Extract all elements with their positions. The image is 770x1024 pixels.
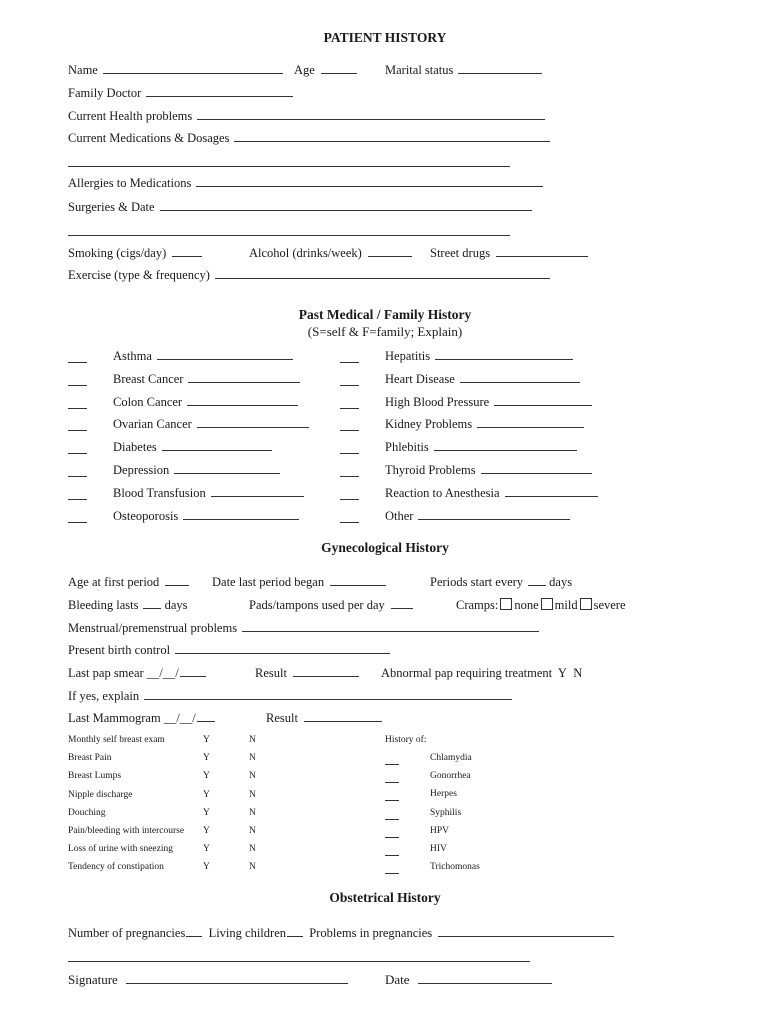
health-problems-field[interactable] xyxy=(68,108,545,124)
condition-label: Ovarian Cancer xyxy=(113,417,192,432)
living-children-blank[interactable] xyxy=(287,925,303,937)
yn-yes-option[interactable]: Y xyxy=(203,753,210,764)
condition-label: Blood Transfusion xyxy=(113,485,206,500)
date-field[interactable] xyxy=(385,972,552,988)
yn-no-option[interactable]: N xyxy=(249,826,256,836)
smoking-label: Smoking (cigs/day) xyxy=(68,246,167,260)
condition-explain-blank[interactable] xyxy=(418,508,570,520)
condition-field[interactable] xyxy=(113,508,299,524)
name-field[interactable] xyxy=(68,62,283,78)
pap-label: Last pap smear xyxy=(68,666,144,680)
problems-pregnancies-label: Problems in pregnancies xyxy=(309,926,433,940)
yn-question-label: Pain/bleeding with intercourse xyxy=(68,826,185,836)
cramps-label: Cramps: xyxy=(456,598,499,612)
yn-question-label: Breast Pain xyxy=(68,753,112,764)
yn-question-label: Breast Lumps xyxy=(68,771,122,782)
condition-field[interactable] xyxy=(385,371,580,387)
medications-blank-2[interactable] xyxy=(68,165,510,167)
yn-yes-option[interactable]: Y xyxy=(203,771,210,782)
cramps-field xyxy=(456,597,626,613)
family-doctor-label: Family Doctor xyxy=(68,86,142,100)
history-check-blank[interactable] xyxy=(385,836,399,838)
signature-field[interactable] xyxy=(68,972,348,988)
surgeries-field[interactable] xyxy=(68,199,532,215)
pap-field[interactable] xyxy=(68,665,206,681)
condition-explain-blank[interactable] xyxy=(494,394,592,406)
history-check-blank[interactable] xyxy=(385,763,399,765)
marital-blank[interactable] xyxy=(458,62,542,74)
history-item-label: Trichomonas xyxy=(430,862,480,873)
condition-field[interactable] xyxy=(113,485,304,501)
medications-blank[interactable] xyxy=(234,130,550,142)
mammogram-date[interactable]: __/__/ xyxy=(163,711,196,725)
bleeding-days-label: days xyxy=(164,598,188,612)
yn-yes-option[interactable]: Y xyxy=(203,826,210,836)
first-period-label: Age at first period xyxy=(68,575,160,589)
if-yes-field[interactable] xyxy=(68,688,512,704)
yn-question-label: Monthly self breast exam xyxy=(68,735,165,745)
pads-blank[interactable] xyxy=(391,597,413,609)
condition-check-blank[interactable] xyxy=(68,361,87,363)
history-item-label: Syphilis xyxy=(430,807,462,818)
allergies-label: Allergies to Medications xyxy=(68,176,192,190)
condition-explain-blank[interactable] xyxy=(183,508,299,520)
gyn-heading: Gynecological History xyxy=(321,540,449,555)
periods-start-label: Periods start every xyxy=(430,575,524,589)
condition-field[interactable] xyxy=(385,439,577,455)
condition-explain-blank[interactable] xyxy=(434,439,577,451)
condition-check-blank[interactable] xyxy=(68,429,87,431)
first-period-blank[interactable] xyxy=(165,574,189,586)
history-check-blank[interactable] xyxy=(385,854,399,856)
condition-explain-blank[interactable] xyxy=(505,485,598,497)
cramps-none-checkbox[interactable] xyxy=(500,598,512,610)
history-check-blank[interactable] xyxy=(385,818,399,820)
mammogram-year-blank[interactable] xyxy=(197,710,215,722)
problems-pregnancies-blank-2[interactable] xyxy=(68,960,530,962)
exercise-blank[interactable] xyxy=(215,267,550,279)
mammogram-result-label: Result xyxy=(266,711,298,725)
condition-check-blank[interactable] xyxy=(340,498,359,500)
abnormal-no-option[interactable]: N xyxy=(573,666,583,680)
yn-question-label: Douching xyxy=(68,807,106,818)
condition-check-blank[interactable] xyxy=(340,429,359,431)
condition-field[interactable] xyxy=(113,394,298,410)
condition-field[interactable] xyxy=(113,348,293,364)
condition-label: Breast Cancer xyxy=(113,371,184,386)
abnormal-pap-field xyxy=(381,665,582,681)
family-doctor-blank[interactable] xyxy=(146,85,293,97)
history-of-label: History of: xyxy=(385,735,427,745)
history-check-blank[interactable] xyxy=(385,872,399,874)
last-period-label: Date last period began xyxy=(212,575,325,589)
marital-label: Marital status xyxy=(385,63,454,77)
condition-label: Kidney Problems xyxy=(385,417,473,432)
condition-explain-blank[interactable] xyxy=(197,416,309,428)
name-blank[interactable] xyxy=(103,62,283,74)
yn-no-option[interactable]: N xyxy=(249,789,256,800)
menstrual-label: Menstrual/premenstrual problems xyxy=(68,621,238,635)
condition-label: Reaction to Anesthesia xyxy=(385,485,500,500)
condition-field[interactable] xyxy=(113,416,309,432)
birth-control-field[interactable] xyxy=(68,642,390,658)
yn-no-option[interactable]: N xyxy=(249,807,256,818)
marital-field[interactable] xyxy=(385,62,542,78)
condition-field[interactable] xyxy=(385,462,592,478)
condition-field[interactable] xyxy=(385,348,573,364)
first-period-field[interactable] xyxy=(68,574,189,590)
birth-control-label: Present birth control xyxy=(68,643,171,657)
allergies-blank[interactable] xyxy=(196,175,543,187)
yn-no-option[interactable]: N xyxy=(249,753,256,764)
condition-label: Diabetes xyxy=(113,440,157,455)
yn-yes-option[interactable]: Y xyxy=(203,862,210,873)
condition-explain-blank[interactable] xyxy=(481,462,592,474)
history-check-blank[interactable] xyxy=(385,781,399,783)
surgeries-blank[interactable] xyxy=(160,199,532,211)
last-period-blank[interactable] xyxy=(330,574,386,586)
condition-check-blank[interactable] xyxy=(68,384,87,386)
pap-date[interactable]: __/__/ xyxy=(146,666,179,680)
condition-label: Other xyxy=(385,508,414,523)
condition-check-blank[interactable] xyxy=(340,475,359,477)
obstetrical-row xyxy=(68,925,614,941)
condition-explain-blank[interactable] xyxy=(435,348,573,360)
condition-field[interactable] xyxy=(113,439,272,455)
condition-field[interactable] xyxy=(385,394,592,410)
street-drugs-blank[interactable] xyxy=(496,245,588,257)
mammogram-result-field[interactable] xyxy=(266,710,382,726)
bleeding-field[interactable] xyxy=(68,597,188,613)
condition-check-blank[interactable] xyxy=(340,407,359,409)
medications-label: Current Medications & Dosages xyxy=(68,131,230,145)
surgeries-blank-2[interactable] xyxy=(68,234,510,236)
condition-field[interactable] xyxy=(385,485,598,501)
pads-label: Pads/tampons used per day xyxy=(249,598,385,612)
family-doctor-field[interactable] xyxy=(68,85,293,101)
pregnancies-label: Number of pregnancies xyxy=(68,926,186,940)
alcohol-blank[interactable] xyxy=(368,245,412,257)
cramps-mild-checkbox[interactable] xyxy=(541,598,553,610)
condition-check-blank[interactable] xyxy=(340,452,359,454)
health-problems-label: Current Health problems xyxy=(68,109,193,123)
street-drugs-label: Street drugs xyxy=(430,246,491,260)
yn-question-label: Loss of urine with sneezing xyxy=(68,844,174,855)
cramps-none-label: none xyxy=(514,598,539,612)
yn-no-option[interactable]: N xyxy=(249,735,256,745)
pap-year-blank[interactable] xyxy=(180,665,206,677)
cramps-mild-label: mild xyxy=(554,598,578,612)
alcohol-field[interactable] xyxy=(249,245,412,261)
mammogram-field[interactable] xyxy=(68,710,215,726)
exercise-label: Exercise (type & frequency) xyxy=(68,268,210,282)
surgeries-label: Surgeries & Date xyxy=(68,200,155,214)
condition-field[interactable] xyxy=(385,416,584,432)
condition-check-blank[interactable] xyxy=(68,452,87,454)
condition-label: Heart Disease xyxy=(385,371,455,386)
condition-explain-blank[interactable] xyxy=(460,371,580,383)
yn-no-option[interactable]: N xyxy=(249,862,256,873)
living-children-label: Living children xyxy=(208,926,286,940)
condition-label: Colon Cancer xyxy=(113,394,183,409)
condition-explain-blank[interactable] xyxy=(174,462,280,474)
age-label: Age xyxy=(294,63,315,77)
condition-explain-blank[interactable] xyxy=(211,485,304,497)
yn-no-option[interactable]: N xyxy=(249,771,256,782)
condition-label: Thyroid Problems xyxy=(385,463,476,477)
pads-field[interactable] xyxy=(249,597,413,613)
age-blank[interactable] xyxy=(321,62,357,74)
signature-label: Signature xyxy=(68,972,118,987)
condition-check-blank[interactable] xyxy=(68,521,87,523)
condition-check-blank[interactable] xyxy=(68,498,87,500)
problems-pregnancies-blank[interactable] xyxy=(438,925,614,937)
smoking-blank[interactable] xyxy=(172,245,202,257)
history-item-label: Herpes xyxy=(430,789,457,800)
condition-explain-blank[interactable] xyxy=(188,371,300,383)
history-item-label: HPV xyxy=(430,825,450,836)
date-blank[interactable] xyxy=(418,972,552,984)
bleeding-blank[interactable] xyxy=(143,597,161,609)
condition-field[interactable] xyxy=(113,462,280,478)
yn-question-label: Tendency of constipation xyxy=(68,862,164,873)
cramps-severe-label: severe xyxy=(593,598,626,612)
past-medical-subtitle: (S=self & F=family; Explain) xyxy=(307,324,463,339)
condition-field[interactable] xyxy=(113,371,300,387)
age-field[interactable] xyxy=(294,62,357,78)
pap-result-blank[interactable] xyxy=(293,665,359,677)
cramps-severe-checkbox[interactable] xyxy=(580,598,592,610)
pap-result-field[interactable] xyxy=(255,665,359,681)
periods-start-field[interactable] xyxy=(430,574,572,590)
yn-question-label: Nipple discharge xyxy=(68,789,133,800)
condition-check-blank[interactable] xyxy=(68,475,87,477)
condition-label: Phlebitis xyxy=(385,440,429,455)
abnormal-pap-label: Abnormal pap requiring treatment xyxy=(381,666,553,680)
page-title: PATIENT HISTORY xyxy=(323,30,447,45)
pap-result-label: Result xyxy=(255,666,287,680)
mammogram-label: Last Mammogram xyxy=(68,711,161,725)
periods-start-blank[interactable] xyxy=(528,574,546,586)
condition-check-blank[interactable] xyxy=(340,384,359,386)
smoking-field[interactable] xyxy=(68,245,202,261)
name-label: Name xyxy=(68,63,98,77)
health-problems-blank[interactable] xyxy=(197,108,545,120)
condition-check-blank[interactable] xyxy=(340,521,359,523)
condition-label: Hepatitis xyxy=(385,349,431,363)
yn-no-option[interactable]: N xyxy=(249,844,256,855)
condition-explain-blank[interactable] xyxy=(187,394,298,406)
condition-label: High Blood Pressure xyxy=(385,394,490,409)
alcohol-label: Alcohol (drinks/week) xyxy=(249,246,362,260)
street-drugs-field[interactable] xyxy=(430,245,588,261)
pregnancies-blank[interactable] xyxy=(186,925,202,937)
periods-days-label: days xyxy=(549,575,573,589)
history-check-blank[interactable] xyxy=(385,799,399,801)
mammogram-result-blank[interactable] xyxy=(304,710,382,722)
bleeding-label: Bleeding lasts xyxy=(68,598,139,612)
condition-explain-blank[interactable] xyxy=(157,348,293,360)
yn-yes-option[interactable]: Y xyxy=(203,735,210,745)
condition-explain-blank[interactable] xyxy=(477,416,584,428)
obstetrical-heading: Obstetrical History xyxy=(329,890,441,905)
condition-explain-blank[interactable] xyxy=(162,439,272,451)
menstrual-field[interactable] xyxy=(68,620,539,636)
menstrual-blank[interactable] xyxy=(242,620,539,632)
abnormal-yes-option[interactable]: Y xyxy=(557,666,567,680)
condition-check-blank[interactable] xyxy=(68,407,87,409)
condition-field[interactable] xyxy=(385,508,570,524)
yn-yes-option[interactable]: Y xyxy=(203,789,210,800)
allergies-field[interactable] xyxy=(68,175,543,191)
condition-label: Asthma xyxy=(113,349,152,363)
if-yes-label: If yes, explain xyxy=(68,689,140,703)
birth-control-blank[interactable] xyxy=(175,642,390,654)
past-medical-heading: Past Medical / Family History xyxy=(298,307,472,322)
condition-label: Osteoporosis xyxy=(113,508,179,523)
yn-yes-option[interactable]: Y xyxy=(203,844,210,855)
history-item-label: Chlamydia xyxy=(430,753,472,763)
history-item-label: HIV xyxy=(430,844,447,854)
if-yes-blank[interactable] xyxy=(144,688,512,700)
yn-yes-option[interactable]: Y xyxy=(203,807,210,818)
date-label: Date xyxy=(385,972,410,987)
condition-label: Depression xyxy=(113,463,170,477)
exercise-field[interactable] xyxy=(68,267,550,283)
signature-blank[interactable] xyxy=(126,972,348,984)
history-item-label: Gonorrhea xyxy=(430,771,471,782)
condition-check-blank[interactable] xyxy=(340,361,359,363)
medications-field[interactable] xyxy=(68,130,550,146)
last-period-field[interactable] xyxy=(212,574,386,590)
